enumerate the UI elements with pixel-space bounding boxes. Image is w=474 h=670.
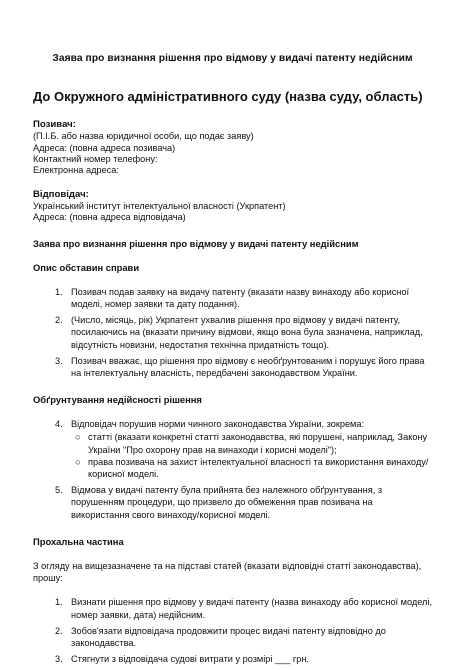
- list-item-text: Зобов'язати відповідача продовжити процес видачі патенту відповідно до законодавства.: [71, 625, 386, 648]
- list-item-number: 2.: [55, 625, 63, 636]
- bullet-text: права позивача на захист інтелектуальної власності та використання винаходу/корисної моделі.: [88, 456, 429, 480]
- plaintiff-block: [33, 119, 432, 177]
- petition-intro: З огляду на вищезазначене та на підставі статей (вказати відповідні статті законодавства), прошу:: [33, 560, 422, 584]
- plaintiff-label: Позивач:: [33, 119, 76, 130]
- list-item-number: 1.: [55, 286, 63, 297]
- list-item-number: 3.: [55, 654, 63, 665]
- petition-list: [33, 596, 432, 665]
- list-item-number: 5.: [55, 485, 63, 496]
- list-item-number: 2.: [55, 315, 63, 326]
- list-item-text: Позивач подав заявку на видачу патенту (вказати назву винаходу або корисної моделі, номер заявки та дату подання).: [71, 286, 410, 310]
- plaintiff-name-line: (П.І.Б. або назва юридичної особи, що подає заяву): [33, 131, 254, 142]
- list-item: [33, 355, 432, 379]
- bullet-item: [71, 431, 432, 455]
- circle-bullet-icon: ○: [75, 432, 81, 443]
- list-item: [33, 484, 432, 521]
- list-item-text: Визнати рішення про відмову у видачі патенту (назва винаходу або корисної моделі, номер заявки, дата) недійсним.: [71, 597, 432, 620]
- list-item: [33, 596, 432, 620]
- defendant-label: Відповідач:: [33, 188, 89, 200]
- circle-bullet-icon: ○: [75, 456, 81, 467]
- list-item-text: Стягнути з відповідача судові витрати у розмірі ___ грн.: [71, 654, 309, 665]
- statement-heading: Заява про визнання рішення про відмову у видачі патенту недійсним: [33, 237, 359, 249]
- plaintiff-email-line: Електронна адреса:: [33, 165, 119, 176]
- bullet-item: [71, 456, 432, 480]
- list-item: [33, 625, 432, 649]
- list-item: [33, 286, 432, 310]
- list-item-number: 4.: [55, 419, 63, 430]
- plaintiff-phone-line: Контактний номер телефону:: [33, 154, 158, 165]
- plaintiff-address-line: Адреса: (повна адреса позивача): [33, 142, 176, 153]
- list-item-text: (Число, місяць, рік) Укрпатент ухвалив рішення про відмову у видачі патенту, посилаючись на (вказати причину відмови, якщо вона була зазначена, наприклад, відсутність новизни, недостатня технічна придатність тощо).: [71, 315, 423, 350]
- defendant-address-line: Адреса: (повна адреса відповідача): [33, 212, 186, 223]
- bullet-text: статті (вказати конкретні статті законодавства, які порушені, наприклад, Закону України "Про охорону прав на винаходи і корисні моделі");: [88, 432, 428, 455]
- list-item-number: 1.: [55, 597, 63, 608]
- list-item: [33, 314, 432, 351]
- list-item: [33, 418, 432, 480]
- list-item: [33, 653, 432, 665]
- facts-list: [33, 286, 432, 379]
- list-item-text: Відповідач порушив норми чинного законодавства України, зокрема:: [71, 419, 365, 430]
- grounds-heading: Обґрунтування недійсності рішення: [33, 394, 202, 406]
- defendant-block: [33, 189, 432, 224]
- list-item-number: 3.: [55, 355, 63, 366]
- defendant-name-line: Український інститут інтелектуальної власності (Укрпатент): [33, 201, 286, 212]
- list-item-text: Позивач вважає, що рішення про відмову є необґрунтованим і порушує його права на інтелектуальну власність, передбачені законодавством України.: [71, 355, 425, 379]
- petition-heading: Прохальна частина: [33, 535, 124, 547]
- violations-list: [71, 431, 432, 480]
- document-title: Заява про визнання рішення про відмову у видачі патенту недійсним: [52, 53, 413, 64]
- grounds-list: [33, 418, 432, 521]
- court-heading: До Окружного адміністративного суду (назва суду, область): [33, 89, 423, 104]
- facts-heading: Опис обставин справи: [33, 261, 140, 273]
- list-item-text: Відмова у видачі патенту була прийнята без належного обґрунтування, з порушенням процедури, що призвело до обмеження прав позивача на використання свого винаходу/корисної моделі.: [71, 485, 383, 520]
